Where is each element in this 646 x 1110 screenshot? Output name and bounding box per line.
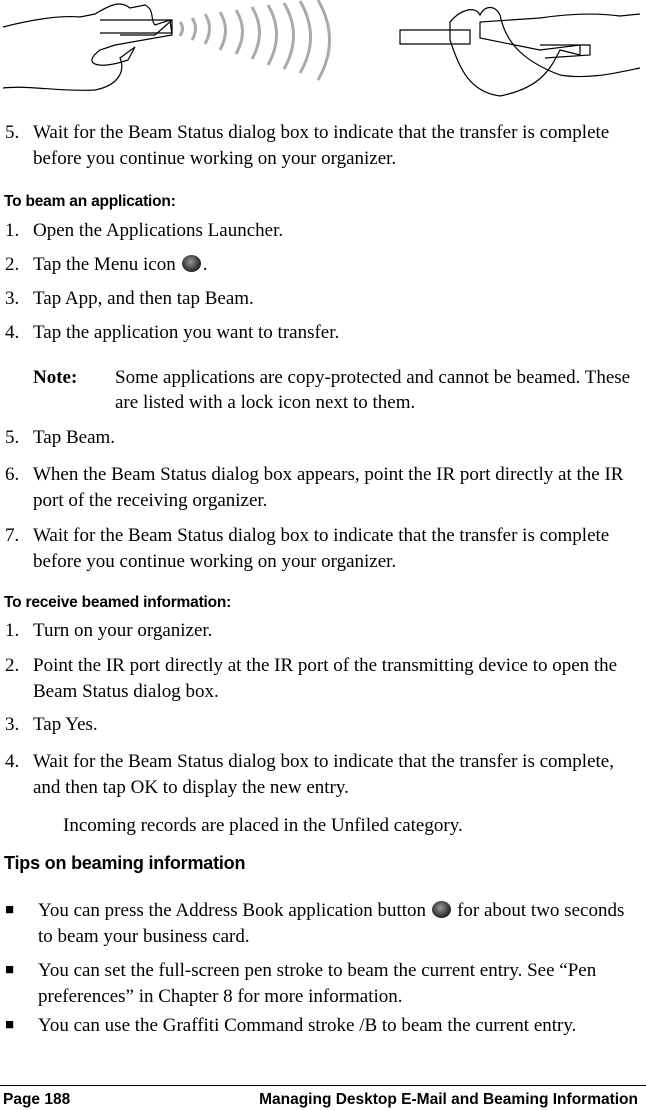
menu-icon bbox=[182, 255, 201, 272]
page-number: Page 188 bbox=[3, 1091, 71, 1108]
address-book-button-icon bbox=[432, 901, 451, 918]
footer-divider bbox=[0, 1085, 646, 1086]
beaming-illustration bbox=[0, 0, 646, 105]
document-page: 5. Wait for the Beam Status dialog box to indicate that the transfer is complete before you continue working on your organizer. To beam an application: 1. Open the Applications Launcher. 2. Tap the Menu icon . 3. Tap App, and then tap Beam. 4. Tap the application you want to transfer. Note: Some applications are copy-protected and cannot be beamed. These are listed with a lock icon next to them. 5. Tap Beam. 6. When the Beam Status dialog box appears, point the IR port directly at the IR port of the receiving organizer. 7. Wait for the Beam Status dialog box to indicate that the transfer is complete before you continue working on your organizer. To receive beamed information: 1. Turn on your organizer. 2. Point the IR port directly at the IR port of the transmitting device to open the Beam Status dialog box. 3. Tap Yes. 4. Wait for the Beam Status dialog box to indicate that the transfer is complete, and then tap OK to display the new entry. Incoming records are placed in the Unfiled category. Tips on beaming information ■ You can press the Address Book application button for about two seconds to beam your business card. ■ You can set the full-screen pen stroke to beam the current entry. See “Pen preferences” in Chapter 8 for more information. ■ You can use the Graffiti Command stroke /B to beam the current entry. Page 188 Managing Desktop E-Mail and Beaming Information bbox=[0, 0, 646, 1110]
receive-heading: To receive beamed information: bbox=[4, 594, 232, 611]
beam-app-heading: To beam an application: bbox=[4, 193, 176, 210]
chapter-title: Managing Desktop E-Mail and Beaming Information bbox=[259, 1091, 638, 1108]
tips-heading: Tips on beaming information bbox=[4, 853, 246, 873]
receive-after-note: Incoming records are placed in the Unfiled category. bbox=[63, 815, 463, 836]
